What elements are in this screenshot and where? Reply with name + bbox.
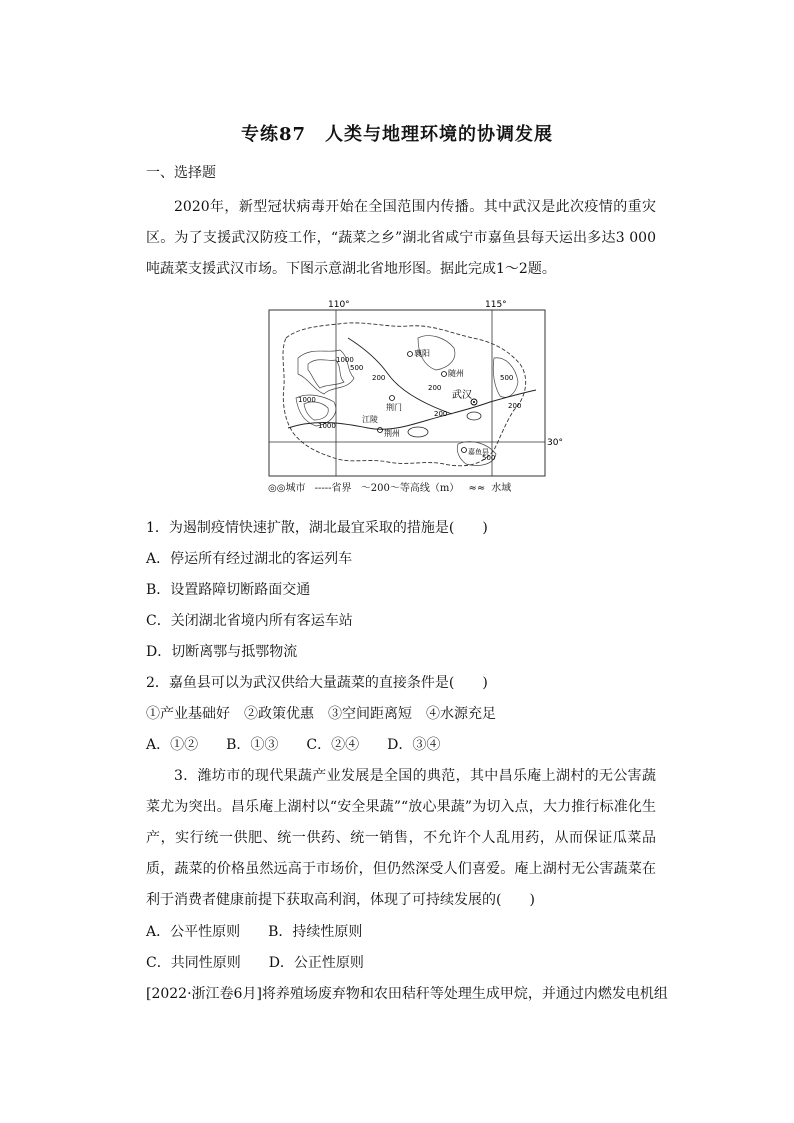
place-jingzhou: 荆州 (384, 429, 400, 438)
legend-water: 水域 (491, 483, 512, 494)
legend-border: -----省界 (314, 483, 352, 494)
question-1-option-b: B．设置路障切断路面交通 (146, 582, 311, 598)
question-3-options-cd: C．共同性原则 D．公正性原则 (146, 955, 364, 971)
lon-label-110: 110° (328, 300, 350, 310)
city-marker-wuhan-dot (473, 401, 475, 403)
place-wuhan: 武汉 (452, 390, 472, 401)
map-legend (268, 482, 558, 496)
map-frame (269, 310, 545, 476)
question-2-stem: 2．嘉鱼县可以为武汉供给大量蔬菜的直接条件是( ) (146, 675, 488, 691)
contour-label: 500 (482, 454, 496, 462)
lat-label-30: 30° (547, 438, 563, 448)
lon-label-115: 115° (485, 300, 507, 310)
place-jiangling: 江陵 (362, 415, 378, 424)
contour-label: 500 (500, 374, 514, 382)
place-jingmen: 荆门 (386, 403, 402, 412)
question-1-option-a: A．停运所有经过湖北的客运列车 (146, 551, 353, 567)
legend-city: ◎◎城市 (268, 483, 306, 494)
question-3-options-ab: A．公平性原则 B．持续性原则 (146, 924, 363, 940)
city-marker-jiayu (462, 448, 467, 453)
next-material-line: [2022·浙江卷6月]将养殖场废弃物和农田秸秆等处理生成甲烷，并通过内燃发电机组 (146, 986, 668, 1002)
question-2-conditions: ①产业基础好 ②政策优惠 ③空间距离短 ④水源充足 (146, 706, 496, 722)
city-marker-suizhou (442, 372, 447, 377)
question-1-option-d: D．切断离鄂与抵鄂物流 (146, 644, 298, 660)
section-heading: 一、选择题 (146, 165, 216, 181)
contour-label: 1000 (298, 396, 316, 404)
province-border (283, 323, 526, 466)
map-figure-svg (268, 298, 563, 498)
place-xiangyang: 襄阳 (414, 349, 430, 358)
question-1-stem: 1．为遏制疫情快速扩散，湖北最宜采取的措施是( ) (146, 520, 488, 536)
question-2-options: A．①② B．①③ C．②④ D．③④ (146, 737, 441, 753)
contour-label: 1000 (336, 356, 354, 364)
hubei-terrain-map (268, 298, 563, 498)
city-marker-jingmen (390, 396, 395, 401)
question-1-option-c: C．关闭湖北省境内所有客运车站 (146, 613, 353, 629)
question-3-stem: 3．潍坊市的现代果蔬产业发展是全国的典范，其中昌乐庵上湖村的无公害蔬菜尤为突出。昌乐庵上湖村以“安全果蔬”“放心果蔬”为切入点，大力推行标准化生产，实行统一供肥、统一供药、统一销售，不允许个人乱用药，从而保证瓜菜品质，蔬菜的价格虽然远高于市场价，但仍然深受人们喜爱。庵上湖村无公害蔬菜在利于消费者健康前提下获取高利润，体现了可持续发展的( ) (146, 768, 656, 908)
lake-2 (467, 412, 481, 420)
city-marker-jingzhou (378, 428, 383, 433)
intro-paragraph: 2020年，新型冠状病毒开始在全国范围内传播。其中武汉是此次疫情的重灾区。为了支援武汉防疫工作，“蔬菜之乡”湖北省咸宁市嘉鱼县每天运出多达3 000吨蔬菜支援武汉市场。下图示意湖北省地形图。据此完成1～2题。 (146, 199, 656, 277)
water-icon: ≈≈ (468, 483, 486, 494)
lake-1 (408, 427, 428, 437)
contour-label: 200 (372, 374, 386, 382)
contour-southwest-inner (304, 402, 328, 420)
contour-label: 500 (350, 364, 364, 372)
place-suizhou: 随州 (448, 369, 464, 378)
contour-label: 200 (434, 410, 448, 418)
contour-label: 200 (508, 402, 522, 410)
page-title: 专练87 人类与地理环境的协调发展 (240, 124, 554, 145)
city-marker-xiangyang (408, 352, 413, 357)
contour-label: 1000 (318, 422, 336, 430)
place-jiayu: 嘉鱼县 (468, 448, 489, 456)
contour-label: 200 (428, 384, 442, 392)
legend-contour: ～200～等高线（m） (360, 483, 460, 494)
